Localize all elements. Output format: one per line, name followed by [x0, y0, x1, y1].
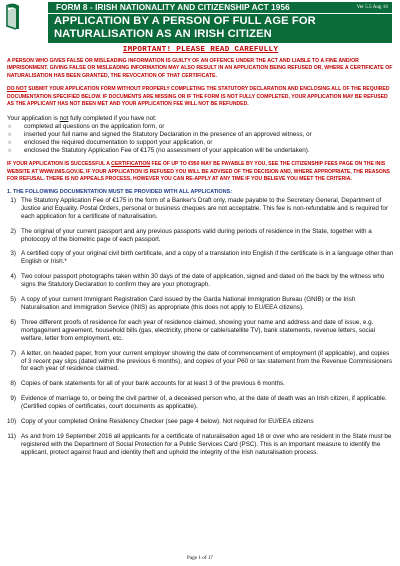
item-number: 2) — [10, 227, 16, 235]
notice-emphasis: DO NOT — [7, 86, 27, 93]
checklist-item — [7, 131, 394, 139]
fee-pre: IF YOUR APPLICATION IS SUCCESSFUL A — [7, 161, 112, 168]
bullet-circle-icon: ○ — [8, 140, 12, 147]
intro-pre: Your application is — [7, 115, 60, 123]
title-line-2: NATURALISATION AS AN IRISH CITIZEN — [54, 28, 272, 40]
checklist-item — [7, 147, 394, 155]
item-text: Three different proofs of residence for each year of residence claimed, showing your name and address and date of issue, e.g. mortgage/rent agreement, household bills (gas, electricity, phone or cable/satellite TV), bank statements, revenue letters, social welfare, letter from employment, etc. — [21, 318, 375, 342]
submission-notice — [7, 86, 394, 108]
list-item — [7, 395, 394, 411]
section-title: 1. THE FOLLOWING DOCUMENTATION MUST BE PROVIDED WITH ALL APPLICATIONS: — [7, 188, 232, 195]
checklist-text: completed all questions on the application form, or — [24, 123, 165, 131]
page-footer: Page 1 of 17 — [186, 555, 214, 561]
fee-notice — [7, 161, 394, 184]
checklist-item — [7, 139, 394, 147]
form-header-bar — [48, 2, 392, 13]
item-number: 10) — [7, 418, 17, 426]
item-text: Two colour passport photographs taken within 30 days of the date of application, signed and dated on the back by the witness who signs the Statutory Declaration to confirm they are your photograph. — [21, 273, 385, 289]
checklist-text: inserted your full name and signed the Statutory Declaration in the presence of an approved witness, or — [24, 131, 312, 139]
harp-icon — [4, 2, 22, 32]
bullet-circle-icon: ○ — [8, 124, 12, 131]
documentation-list — [7, 197, 394, 457]
important-heading: IMPORTANT! PLEASE READ CAREFULLY — [122, 46, 279, 54]
list-item — [7, 250, 394, 266]
list-item — [7, 296, 394, 312]
list-item — [7, 197, 394, 221]
content — [7, 45, 394, 464]
item-text: A certified copy of your original civil birth certificate, and a copy of a translation into English if the certificate is in a language other than English or Irish.* — [21, 250, 394, 266]
item-text: Copies of bank statements for all of your bank accounts for at least 3 of the previous 6 months. — [21, 380, 285, 388]
bullet-circle-icon: ○ — [8, 148, 12, 155]
item-text: Copy of your completed Online Residency Checker (see page 4 below). Not required for EU/EEA citizens — [21, 418, 314, 426]
list-item — [7, 418, 394, 426]
item-number: 4) — [10, 273, 16, 281]
checklist-text: enclosed the Statutory Application Fee of €175 (no assessment of your application will be undertaken). — [24, 147, 310, 155]
item-number: 1) — [10, 196, 16, 204]
title-box — [48, 14, 392, 43]
item-number: 8) — [10, 380, 16, 388]
item-number: 5) — [10, 296, 16, 304]
fee-post: FEE OF UP TO €950 MAY BE PAYABLE BY YOU, SEE THE CITIZENSHIP FEES PAGE ON THE INIS WEBSITE AT WWW.INIS.GOV.IE. IF YOUR APPLICATION IS REFUSED YOU WILL BE ADVISED OF THE DECISION AND, WHERE APPROPRIATE, THE REASONS FOR REFUSAL. THERE IS NO APPEALS PROCESS, HOWEVER YOU CAN RE-APPLY AT ANY TIME IF YOU BELIEVE YOU MEET THE CRITERIA. — [7, 161, 390, 183]
item-text: Evidence of marriage to, or being the civil partner of, a deceased person who, at the date of death was an Irish citizen, if applicable. (Certified copies of certificates, court documents as applicable). — [21, 395, 387, 411]
intro-text — [7, 115, 394, 123]
item-text: A letter, on headed paper, from your current employer showing the date of commencement of employment (if applicable), and copies of 3 recent pay slips (dated within the previous 6 months), and copies of your P60 or tax statement from the Revenue Commissioners for each year of residence claimed. — [21, 349, 392, 373]
list-item — [7, 228, 394, 244]
version-label: Ver 5.5 Aug 16 — [356, 4, 388, 10]
notice-text: SUBMIT YOUR APPLICATION FORM WITHOUT PROPERLY COMPLETING THE STATUTORY DECLARATION AND ENCLOSING ALL OF THE REQUIRED DOCUMENTATION SPECIFIED BELOW. IF DOCUMENTS ARE MISSING OR IF THE FORM IS NOT FULLY COMPLETED, YOUR APPLICATION MAY BE REFUSED AS THE APPLICANT HAS NOT BEEN MET AND YOUR APPLICATION FEE WILL NOT BE REFUNDED. — [7, 86, 390, 108]
title-line-1: APPLICATION BY A PERSON OF FULL AGE FOR — [54, 15, 316, 27]
bullet-circle-icon: ○ — [8, 132, 12, 139]
checklist-text: enclosed the required documentation to support your application, or — [24, 139, 213, 147]
checklist-item — [7, 123, 394, 131]
incomplete-checklist — [7, 123, 394, 155]
list-item — [7, 433, 394, 457]
list-item — [7, 273, 394, 289]
item-text: The Statutory Application Fee of €175 in the form of a Banker's Draft only, made payable to the Secretary General, Department of Justice and Equality. Postal Orders, personal or business cheques are not acceptable. This fee is non-refundable and is required for each application for a certificate of naturalisation. — [21, 196, 388, 220]
item-number: 6) — [10, 318, 16, 326]
list-item — [7, 319, 394, 343]
item-number: 9) — [10, 395, 16, 403]
intro-post: fully completed if you have not: — [68, 115, 157, 123]
item-number: 7) — [10, 349, 16, 357]
item-number: 3) — [10, 250, 16, 258]
form-line: FORM 8 - IRISH NATIONALITY AND CITIZENSHIP ACT 1956 — [56, 3, 290, 12]
item-text: The original of your current passport and any previous passports valid during periods of residence in the State, together with a photocopy of the biometric page of each passport. — [21, 227, 372, 243]
false-info-warning: A PERSON WHO GIVES FALSE OR MISLEADING INFORMATION IS GUILTY OF AN OFFENCE UNDER THE ACT AND LIABLE TO A FINE AND/OR IMPRISONMENT. GIVING FALSE OR MISLEADING INFORMATION MAY ALSO RESULT IN AN APPLICATION BEING REFUSED OR, WHERE A CERTIFICATE OF NATURALISATION HAS BEEN GRANTED, THE REVOCATION OF THAT CERTIFICATE. — [7, 58, 393, 79]
item-text: As and from 19 September 2016 all applicants for a certificate of naturalisation aged 18 or over who are resident in the State must be registered with the Department of Social Protection for a Public Services Card (PSC). This is an important measure to identify the applicant, protect against fraud and identity theft and uphold the integrity of the Irish naturalisation process. — [21, 432, 392, 456]
list-item — [7, 350, 394, 374]
fee-emphasis: CERTIFICATION — [111, 161, 151, 168]
intro-emphasis: not — [59, 115, 69, 123]
list-item — [7, 380, 394, 388]
item-text: A copy of your current Immigrant Registration Card issued by the Garda National Immigration Bureau (GNIB) or the Irish Naturalisation and Immigration Service (INIS) as appropriate (this does not apply to EU/EEA citizens). — [21, 296, 356, 311]
item-number: 11) — [7, 432, 16, 440]
